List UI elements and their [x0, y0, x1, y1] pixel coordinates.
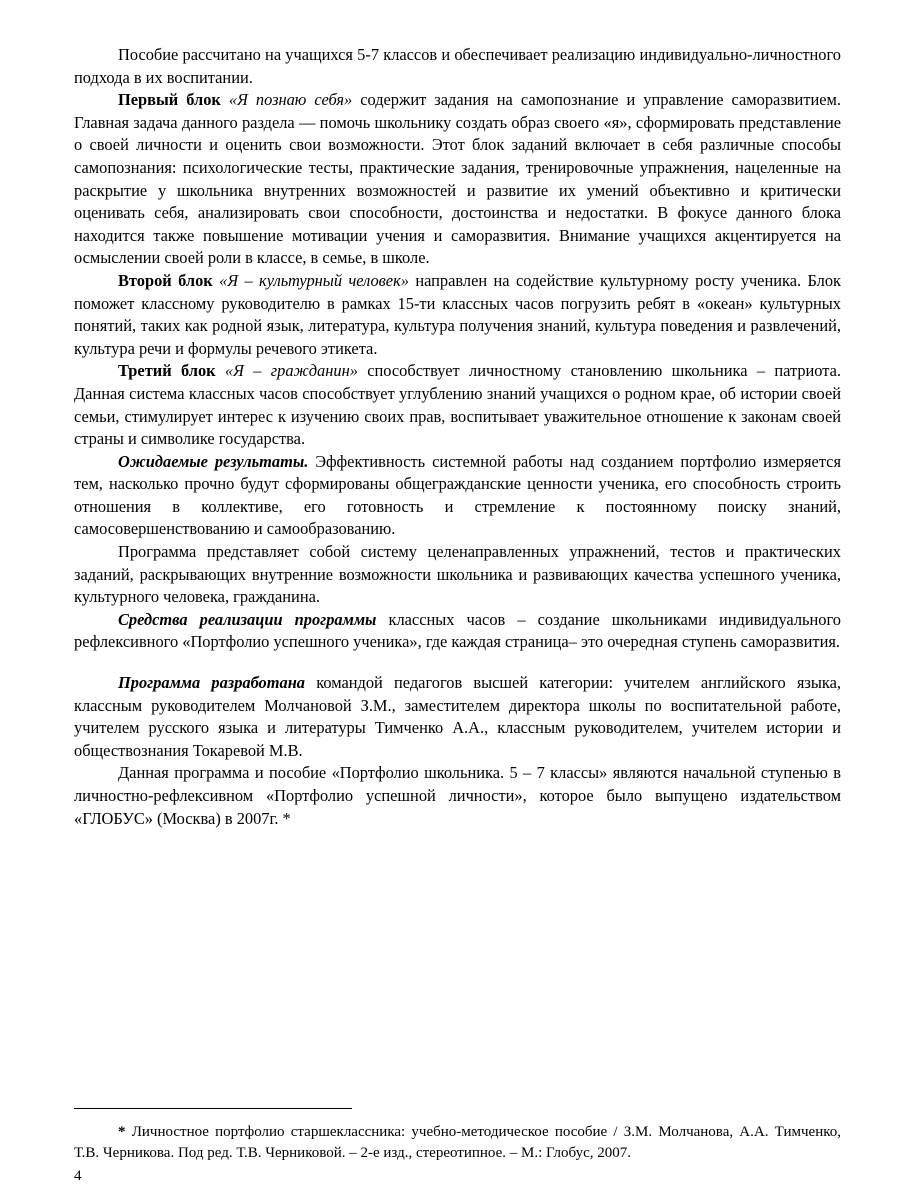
means-text: классных часов – создание школьниками индивидуального рефлексивного «Портфолио успешного ученика», где каждая страница– это очередная ступень саморазвития. — [74, 609, 841, 652]
block3-title: «Я – гражданин» — [224, 361, 358, 381]
footnote-text: Личностное портфолио старшеклассника: учебно-методическое пособие / З.М. Молчанова, А.А. Тимченко, Т.В. Черникова. Под ред. Т.В. Черниковой. – 2-е изд., стереотипное. – М.: Глобус, 2007. — [74, 1124, 841, 1161]
paragraph-block3 — [74, 360, 841, 450]
results-label: Ожидаемые результаты. — [118, 451, 309, 471]
final-text: Данная программа и пособие «Портфолио школьника. 5 – 7 классы» являются начальной ступенью в личностно-рефлексивном «Портфолио успешной личности», которое было выпущено издательством «ГЛОБУС» (Москва) в 2007г. * — [74, 763, 841, 828]
paragraph-gap — [74, 654, 841, 672]
block3-text: способствует личностному становлению школьника – патриота. Данная система классных часов способствует углублению знаний учащихся о родном крае, об истории своей семьи, стимулирует интерес к изучению своих прав, воспитывает уважительное отношение к законам своей страны и символике государства. — [74, 361, 841, 449]
block1-label: Первый блок — [118, 90, 221, 110]
footnote-divider — [74, 1108, 352, 1109]
paragraph-final — [74, 762, 841, 830]
paragraph-block2 — [74, 270, 841, 360]
footnote — [74, 1122, 841, 1164]
paragraph-intro — [74, 44, 841, 89]
footnote-mark: * — [118, 1124, 126, 1140]
intro-text: Пособие рассчитано на учащихся 5-7 классов и обеспечивает реализацию индивидуально-личностного подхода в их воспитании. — [74, 45, 841, 87]
program-text: Программа представляет собой систему целенаправленных упражнений, тестов и практических заданий, раскрывающих внутренние возможности школьника и развивающих качества успешного ученика, культурного человека, гражданина. — [74, 542, 841, 607]
means-label: Средства реализации программы — [118, 609, 377, 629]
page-body — [74, 44, 841, 830]
results-text: Эффективность системной работы над созданием портфолио измеряется тем, насколько прочно будут сформированы общегражданские ценности ученика, его способность строить отношения в коллективе, его готовность и стремление к постоянному поиску знаний, самосовершенствованию и самообразованию. — [74, 451, 841, 539]
block3-label: Третий блок — [118, 361, 216, 381]
authors-text: командой педагогов высшей категории: учителем английского языка, классным руководителем Молчановой З.М., заместителем директора школы по воспитательной работе, учителем русского языка и литературы Тимченко А.А., классным руководителем, учителем истории и обществознания Токаревой М.В. — [74, 673, 841, 760]
paragraph-means — [74, 609, 841, 654]
block2-title: «Я – культурный человек» — [219, 270, 409, 290]
authors-label: Программа разработана — [118, 673, 305, 693]
block1-title: «Я познаю себя» — [228, 90, 353, 110]
paragraph-block1 — [74, 89, 841, 270]
block1-text: содержит задания на самопознание и управление саморазвитием. Главная задача данного раздела — помочь школьнику создать образ своего «я», сформировать представление о своей личности и оценить свои возможности. Этот блок заданий включает в себя различные способы самопознания: психологические тесты, практические задания, тренировочные упражнения, нацеленные на раскрытие у школьника внутренних возможностей и развитие их умений объективно и критически оценивать себя, анализировать свои способности, достоинства и недостатки. В фокусе данного блока находится также повышение мотивации учения и саморазвития. Внимание учащихся акцентируется на осмыслении своей роли в классе, в семье, в школе. — [74, 90, 841, 268]
page-number: 4 — [74, 1168, 82, 1184]
block2-text: направлен на содействие культурному росту ученика. Блок поможет классному руководителю в рамках 15-ти классных часов погрузить ребят в «океан» культурных понятий, таких как родной язык, литература, культура получения знаний, культура поведения и развлечений, культура речи и формулы речевого этикета. — [74, 270, 842, 358]
block2-label: Второй блок — [118, 270, 213, 290]
paragraph-authors — [74, 672, 841, 762]
paragraph-results — [74, 451, 841, 541]
paragraph-program — [74, 541, 841, 609]
